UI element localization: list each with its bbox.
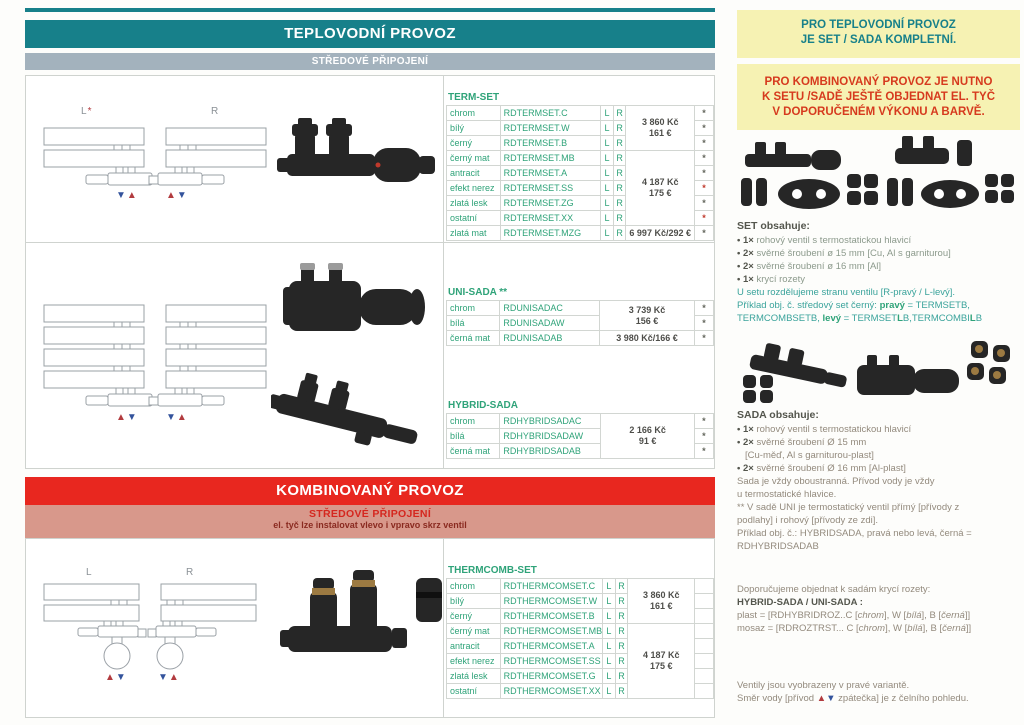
product-photo-term-set-valve [271, 106, 446, 211]
product-photo-thermcomb-valve [276, 564, 451, 689]
text-segment: ▲ [816, 693, 827, 704]
text-line [737, 299, 1020, 312]
text-line [737, 514, 1020, 527]
text-segment: HYBRID-SADA / UNI-SADA : [737, 597, 863, 608]
table-row [447, 106, 714, 121]
text-segment: U setu rozdělujeme stranu ventilu [R-pravý / L-levý]. [737, 287, 956, 298]
footnote-star-cell: * [694, 121, 713, 136]
flow-direction-arrows [158, 673, 180, 683]
section-uni-hybrid-sada [25, 242, 715, 469]
left-variant-cell: L [601, 166, 614, 181]
flow-direction-arrows [166, 191, 188, 201]
text-segment: 1× [742, 235, 754, 246]
text-line [737, 692, 1020, 705]
color-name-cell: bílá [447, 429, 500, 444]
left-variant-cell: L [603, 624, 616, 639]
section-term-set [25, 75, 715, 243]
text-line [737, 247, 1020, 260]
text-segment: ▼ [158, 672, 169, 683]
left-variant-cell: L [603, 669, 616, 684]
text-segment: ▼ [126, 412, 138, 423]
section-thermcomb-set [25, 538, 715, 718]
text-segment: V DOPORUČENÉM VÝKONU A BARVĚ. [772, 106, 985, 118]
table-area-term-set [443, 76, 714, 242]
color-name-cell: černý mat [447, 151, 501, 166]
table-title-uni-sada: UNI-SADA ** [448, 287, 508, 298]
left-variant-cell: L [601, 196, 614, 211]
text-segment: ▲ [168, 672, 180, 683]
product-code-cell: RDTERMSET.A [500, 166, 601, 181]
product-table [446, 105, 714, 241]
diagram-area-1 [26, 76, 443, 242]
text-segment: 1× [742, 424, 754, 435]
sada-bullet-list [737, 423, 1020, 475]
left-variant-cell: L [601, 226, 614, 241]
text-segment: ▼ [115, 672, 127, 683]
product-code-cell: RDTERMSET.XX [500, 211, 601, 226]
color-name-cell: efekt nerez [447, 181, 501, 196]
header-teplovodni-provoz: TEPLOVODNÍ PROVOZ [25, 20, 715, 48]
table-row [447, 301, 714, 316]
text-line [737, 423, 1020, 436]
product-code-cell: RDTHERMCOMSET.G [500, 669, 603, 684]
flow-direction-arrows [105, 673, 127, 683]
text-segment: Směr vody [přívod [737, 693, 817, 704]
text-segment: ]] [965, 623, 972, 634]
footnote-star-cell: * [694, 301, 713, 316]
right-variant-cell: R [613, 136, 626, 151]
text-line [737, 75, 1020, 90]
text-segment: zpátečka] je z čelního pohledu. [835, 693, 969, 704]
hybrid-sada-table [446, 413, 714, 459]
color-name-cell: chrom [447, 414, 500, 429]
price-cell: 6 997 Kč/292 € [626, 226, 695, 241]
product-code-cell: RDTERMSET.B [500, 136, 601, 151]
text-segment: L [81, 106, 88, 117]
left-variant-cell: L [601, 121, 614, 136]
color-name-cell: chrom [447, 106, 501, 121]
left-variant-cell: L [603, 639, 616, 654]
right-variant-cell: R [615, 669, 628, 684]
text-line [737, 622, 1020, 635]
text-segment: svěrné šroubení ø 16 mm [Al] [753, 261, 882, 272]
text-segment: ▲ [116, 412, 127, 423]
right-variant-cell: R [613, 151, 626, 166]
text-segment: Příklad obj. č. středový set černý: [737, 300, 880, 311]
color-name-cell: chrom [447, 301, 500, 316]
product-code-cell: RDHYBRIDSADAB [500, 444, 601, 459]
text-line [737, 18, 1020, 33]
text-segment: R [186, 567, 195, 578]
variant-label-left [86, 567, 93, 578]
flow-direction-arrows [116, 413, 138, 423]
footnote-star-cell: * [694, 414, 713, 429]
left-variant-cell: L [603, 594, 616, 609]
text-line [737, 105, 1020, 120]
text-line [737, 462, 1020, 475]
text-segment: rohový ventil s termostatickou hlavicí [753, 424, 912, 435]
warning-box-kombinovany [737, 64, 1020, 130]
table-row [447, 624, 714, 639]
product-table [446, 300, 714, 346]
footnote-star-cell: * [694, 166, 713, 181]
table-row [447, 414, 714, 429]
flow-direction-arrows [116, 191, 138, 201]
text-segment: černá [942, 623, 966, 634]
text-segment: ▼ [176, 190, 188, 201]
text-segment: ▲ [105, 672, 116, 683]
right-variant-cell: R [615, 609, 628, 624]
subheader-stredove-pripojeni-1: STŘEDOVÉ PŘIPOJENÍ [25, 53, 715, 70]
text-segment: Doporučujeme objednat k sadám krycí rozety: [737, 584, 931, 595]
footnote-star-cell: * [694, 151, 713, 166]
table-row [447, 331, 714, 346]
text-segment: Sada je vždy oboustranná. Přívod vody je vždy [737, 476, 935, 487]
product-code-cell: RDTHERMCOMSET.C [500, 579, 603, 594]
product-table [446, 578, 714, 699]
table-row [447, 151, 714, 166]
uni-sada-table [446, 300, 714, 346]
text-segment: svěrné šroubení ø 15 mm [Cu, Al s garniturou] [753, 248, 951, 259]
product-code-cell: RDHYBRIDSADAC [500, 414, 601, 429]
text-segment: ▲ [176, 412, 188, 423]
left-variant-cell: L [603, 609, 616, 624]
footer-notes-block [737, 679, 1020, 705]
text-segment: pravý [879, 300, 905, 311]
thermcomb-set-table [446, 578, 714, 699]
color-name-cell: bílý [447, 121, 501, 136]
right-variant-cell: R [615, 684, 628, 699]
footnote-star-cell: * [694, 226, 713, 241]
text-segment: bílá [907, 623, 923, 634]
product-code-cell: RDUNISADAB [500, 331, 600, 346]
color-name-cell: bílá [447, 316, 500, 331]
right-variant-cell: R [615, 594, 628, 609]
right-variant-cell: R [615, 579, 628, 594]
text-segment: = TERMSET [841, 313, 898, 324]
text-line [737, 527, 1020, 540]
right-variant-cell: R [615, 639, 628, 654]
variant-label-right [211, 106, 219, 117]
product-code-cell: RDTHERMCOMSET.SS [500, 654, 603, 669]
footnote-star-cell: * [694, 331, 713, 346]
text-segment: [Cu-měď, Al s garniturou-plast] [745, 450, 874, 461]
table-area-thermcomb [443, 539, 714, 717]
price-cell: 4 187 Kč 175 € [626, 151, 695, 226]
price-cell: 4 187 Kč 175 € [628, 624, 695, 699]
text-segment: * [87, 106, 93, 117]
text-segment: 2× [742, 248, 754, 259]
footnote-star-cell [695, 594, 714, 609]
right-variant-cell: R [613, 106, 626, 121]
term-set-table [446, 105, 714, 241]
diagram-area-3 [26, 539, 443, 717]
text-segment: L [86, 567, 93, 578]
text-line [737, 596, 1020, 609]
footnote-star-cell: * [694, 136, 713, 151]
sada-contents-block [737, 409, 1020, 553]
table-title-hybrid-sada: HYBRID-SADA [448, 400, 518, 411]
right-variant-cell: R [613, 226, 626, 241]
text-segment: 2× [742, 437, 754, 448]
text-line [737, 475, 1020, 488]
header-kombinovany-provoz: KOMBINOVANÝ PROVOZ [25, 477, 715, 505]
text-segment: ]] [964, 610, 971, 621]
product-table [446, 413, 714, 459]
table-title-term-set: TERM-SET [448, 92, 500, 103]
color-name-cell: zlatá lesk [447, 196, 501, 211]
left-variant-cell: L [603, 654, 616, 669]
text-segment: ], W [ [884, 610, 907, 621]
right-variant-cell: R [613, 121, 626, 136]
diagram-area-2 [26, 243, 443, 468]
text-segment: bílá [906, 610, 922, 621]
text-segment: krycí rozety [753, 274, 806, 285]
text-segment: B,TERMCOMBI [902, 313, 970, 324]
text-line [737, 312, 1020, 325]
text-segment: levý [822, 313, 842, 324]
text-segment: PRO KOMBINOVANÝ PROVOZ JE NUTNO [764, 76, 993, 88]
left-variant-cell: L [603, 579, 616, 594]
color-name-cell: antracit [447, 166, 501, 181]
set-heading: SET obsahuje: [737, 220, 810, 232]
footnote-star-cell: * [694, 429, 713, 444]
text-line [737, 234, 1020, 247]
footnote-star-cell [695, 639, 714, 654]
product-code-cell: RDTHERMCOMSET.W [500, 594, 603, 609]
product-photo-hybrid-sada-valve [271, 358, 446, 458]
text-segment: Ventily jsou vyobrazeny v pravé variantě. [737, 680, 910, 691]
text-line [737, 501, 1020, 514]
product-code-cell: RDTERMSET.SS [500, 181, 601, 196]
set-contents-block [737, 220, 1020, 325]
text-segment: L [969, 313, 976, 324]
text-segment: ▼ [116, 190, 127, 201]
text-line [737, 33, 1020, 48]
text-segment: Příklad obj. č.: HYBRIDSADA, pravá nebo levá, černá = [737, 528, 972, 539]
text-segment: = TERMSETB, [904, 300, 970, 311]
price-cell: 3 860 Kč 161 € [628, 579, 695, 624]
text-segment: 1× [742, 274, 754, 285]
text-segment: chrom [857, 610, 885, 621]
text-line [737, 449, 1020, 462]
text-segment: R [211, 106, 220, 117]
footnote-star-cell: * [694, 196, 713, 211]
text-segment: ** V sadě UNI je termostatický ventil přímý [přívody z [737, 502, 960, 513]
sidebar-info-column [737, 10, 1020, 705]
price-cell: 3 980 Kč/166 € [600, 331, 695, 346]
product-code-cell: RDTERMSET.ZG [500, 196, 601, 211]
text-segment: ], B [ [922, 623, 943, 634]
text-segment: B [975, 313, 983, 324]
product-code-cell: RDHYBRIDSADAW [500, 429, 601, 444]
text-line [737, 540, 1020, 553]
product-photo-set-components [737, 134, 1020, 216]
footnote-star-cell [695, 609, 714, 624]
footnote-star-cell: * [694, 316, 713, 331]
footnote-star-cell [695, 579, 714, 594]
right-variant-cell: R [615, 654, 628, 669]
footnote-star-cell [695, 669, 714, 684]
text-line [737, 286, 1020, 299]
text-segment: 2× [742, 463, 754, 474]
footnote-star-cell: * [694, 106, 713, 121]
text-segment: ▲ [166, 190, 177, 201]
text-segment: ▼ [166, 412, 177, 423]
left-variant-cell: L [601, 181, 614, 196]
product-code-cell: RDTERMSET.C [500, 106, 601, 121]
text-segment: L [897, 313, 903, 324]
color-name-cell: černý [447, 609, 501, 624]
text-line [737, 488, 1020, 501]
table-title-thermcomb-set: THERMCOMB-SET [448, 565, 537, 576]
product-code-cell: RDTHERMCOMSET.MB [500, 624, 603, 639]
text-segment: podlahy] i rohový [přívody ze zdi]. [737, 515, 878, 526]
price-cell: 2 166 Kč 91 € [601, 414, 695, 459]
text-line [737, 260, 1020, 273]
right-variant-cell: R [613, 181, 626, 196]
product-code-cell: RDTERMSET.MZG [500, 226, 601, 241]
product-code-cell: RDTERMSET.MB [500, 151, 601, 166]
right-variant-cell: R [613, 196, 626, 211]
text-segment: JE SET / SADA KOMPLETNÍ. [800, 34, 957, 46]
table-area-sada [443, 243, 714, 468]
text-line [737, 609, 1020, 622]
subheader-stredove-pripojeni-2 [25, 505, 715, 538]
variant-label-right [186, 567, 194, 578]
text-segment: PRO TEPLOVODNÍ PROVOZ [801, 19, 956, 31]
right-variant-cell: R [615, 624, 628, 639]
text-segment: ], W [ [885, 623, 908, 634]
text-line [737, 273, 1020, 286]
top-accent-strip [25, 8, 715, 12]
right-variant-cell: R [613, 211, 626, 226]
product-code-cell: RDTHERMCOMSET.B [500, 609, 603, 624]
color-name-cell: antracit [447, 639, 501, 654]
text-segment: černá [941, 610, 965, 621]
product-code-cell: RDUNISADAC [500, 301, 600, 316]
price-cell: 3 860 Kč 161 € [626, 106, 695, 151]
left-variant-cell: L [601, 106, 614, 121]
sada-notes [737, 475, 1020, 553]
left-variant-cell: L [601, 151, 614, 166]
subheader-note: el. tyč lze instalovat vlevo i vpravo skrz ventil [273, 520, 467, 530]
text-line [737, 679, 1020, 692]
subheader-title: STŘEDOVÉ PŘIPOJENÍ [308, 508, 432, 520]
text-segment: chrom [858, 623, 886, 634]
text-segment: ▲ [126, 190, 138, 201]
text-line [737, 583, 1020, 596]
footnote-star-cell [695, 654, 714, 669]
table-row [447, 226, 714, 241]
text-segment: mosaz = [RDROZTRST... C [ [737, 623, 859, 634]
price-cell: 3 739 Kč 156 € [600, 301, 695, 331]
footnote-star-cell [695, 624, 714, 639]
left-variant-cell: L [601, 136, 614, 151]
color-name-cell: černý mat [447, 624, 501, 639]
left-variant-cell: L [601, 211, 614, 226]
footnote-star-cell: * [694, 211, 713, 226]
info-box-teplovodni [737, 10, 1020, 58]
color-name-cell: zlatá mat [447, 226, 501, 241]
color-name-cell: černá mat [447, 331, 500, 346]
text-segment: rohový ventil s termostatickou hlavicí [753, 235, 912, 246]
footnote-star-cell: * [694, 181, 713, 196]
text-segment: TERMCOMBSETB, [737, 313, 823, 324]
table-row [447, 579, 714, 594]
text-segment: plast = [RDHYBRIDROZ..C [ [737, 610, 858, 621]
text-segment: u termostatické hlavice. [737, 489, 837, 500]
product-code-cell: RDTHERMCOMSET.XX [500, 684, 603, 699]
color-name-cell: ostatní [447, 684, 501, 699]
product-photo-sada-components [737, 339, 1020, 405]
text-segment: RDHYBRIDSADAB [737, 541, 819, 552]
set-notes [737, 286, 1020, 325]
color-name-cell: černá mat [447, 444, 500, 459]
text-segment: K SETU /SADĚ JEŠTĚ OBJEDNAT EL. TYČ [761, 91, 995, 103]
right-variant-cell: R [613, 166, 626, 181]
left-variant-cell: L [603, 684, 616, 699]
product-photo-uni-sada-valve [271, 255, 446, 355]
product-code-cell: RDUNISADAW [500, 316, 600, 331]
color-name-cell: chrom [447, 579, 501, 594]
main-area [25, 8, 715, 718]
set-bullet-list [737, 234, 1020, 286]
color-name-cell: zlatá lesk [447, 669, 501, 684]
text-line [737, 90, 1020, 105]
text-segment: 2× [742, 261, 754, 272]
sada-heading: SADA obsahuje: [737, 409, 819, 421]
color-name-cell: černý [447, 136, 501, 151]
product-code-cell: RDTHERMCOMSET.A [500, 639, 603, 654]
color-name-cell: bílý [447, 594, 501, 609]
text-segment: ▼ [826, 693, 836, 704]
text-segment: svěrné šroubení Ø 15 mm [753, 437, 867, 448]
color-name-cell: ostatní [447, 211, 501, 226]
flow-direction-arrows [166, 413, 188, 423]
text-segment: svěrné šroubení Ø 16 mm [Al-plast] [753, 463, 906, 474]
text-segment: ], B [ [921, 610, 942, 621]
text-line [737, 436, 1020, 449]
product-code-cell: RDTERMSET.W [500, 121, 601, 136]
variant-label-left [81, 106, 92, 117]
footnote-star-cell: * [694, 444, 713, 459]
footnote-star-cell [695, 684, 714, 699]
rozety-recommendation-block [737, 583, 1020, 635]
color-name-cell: efekt nerez [447, 654, 501, 669]
